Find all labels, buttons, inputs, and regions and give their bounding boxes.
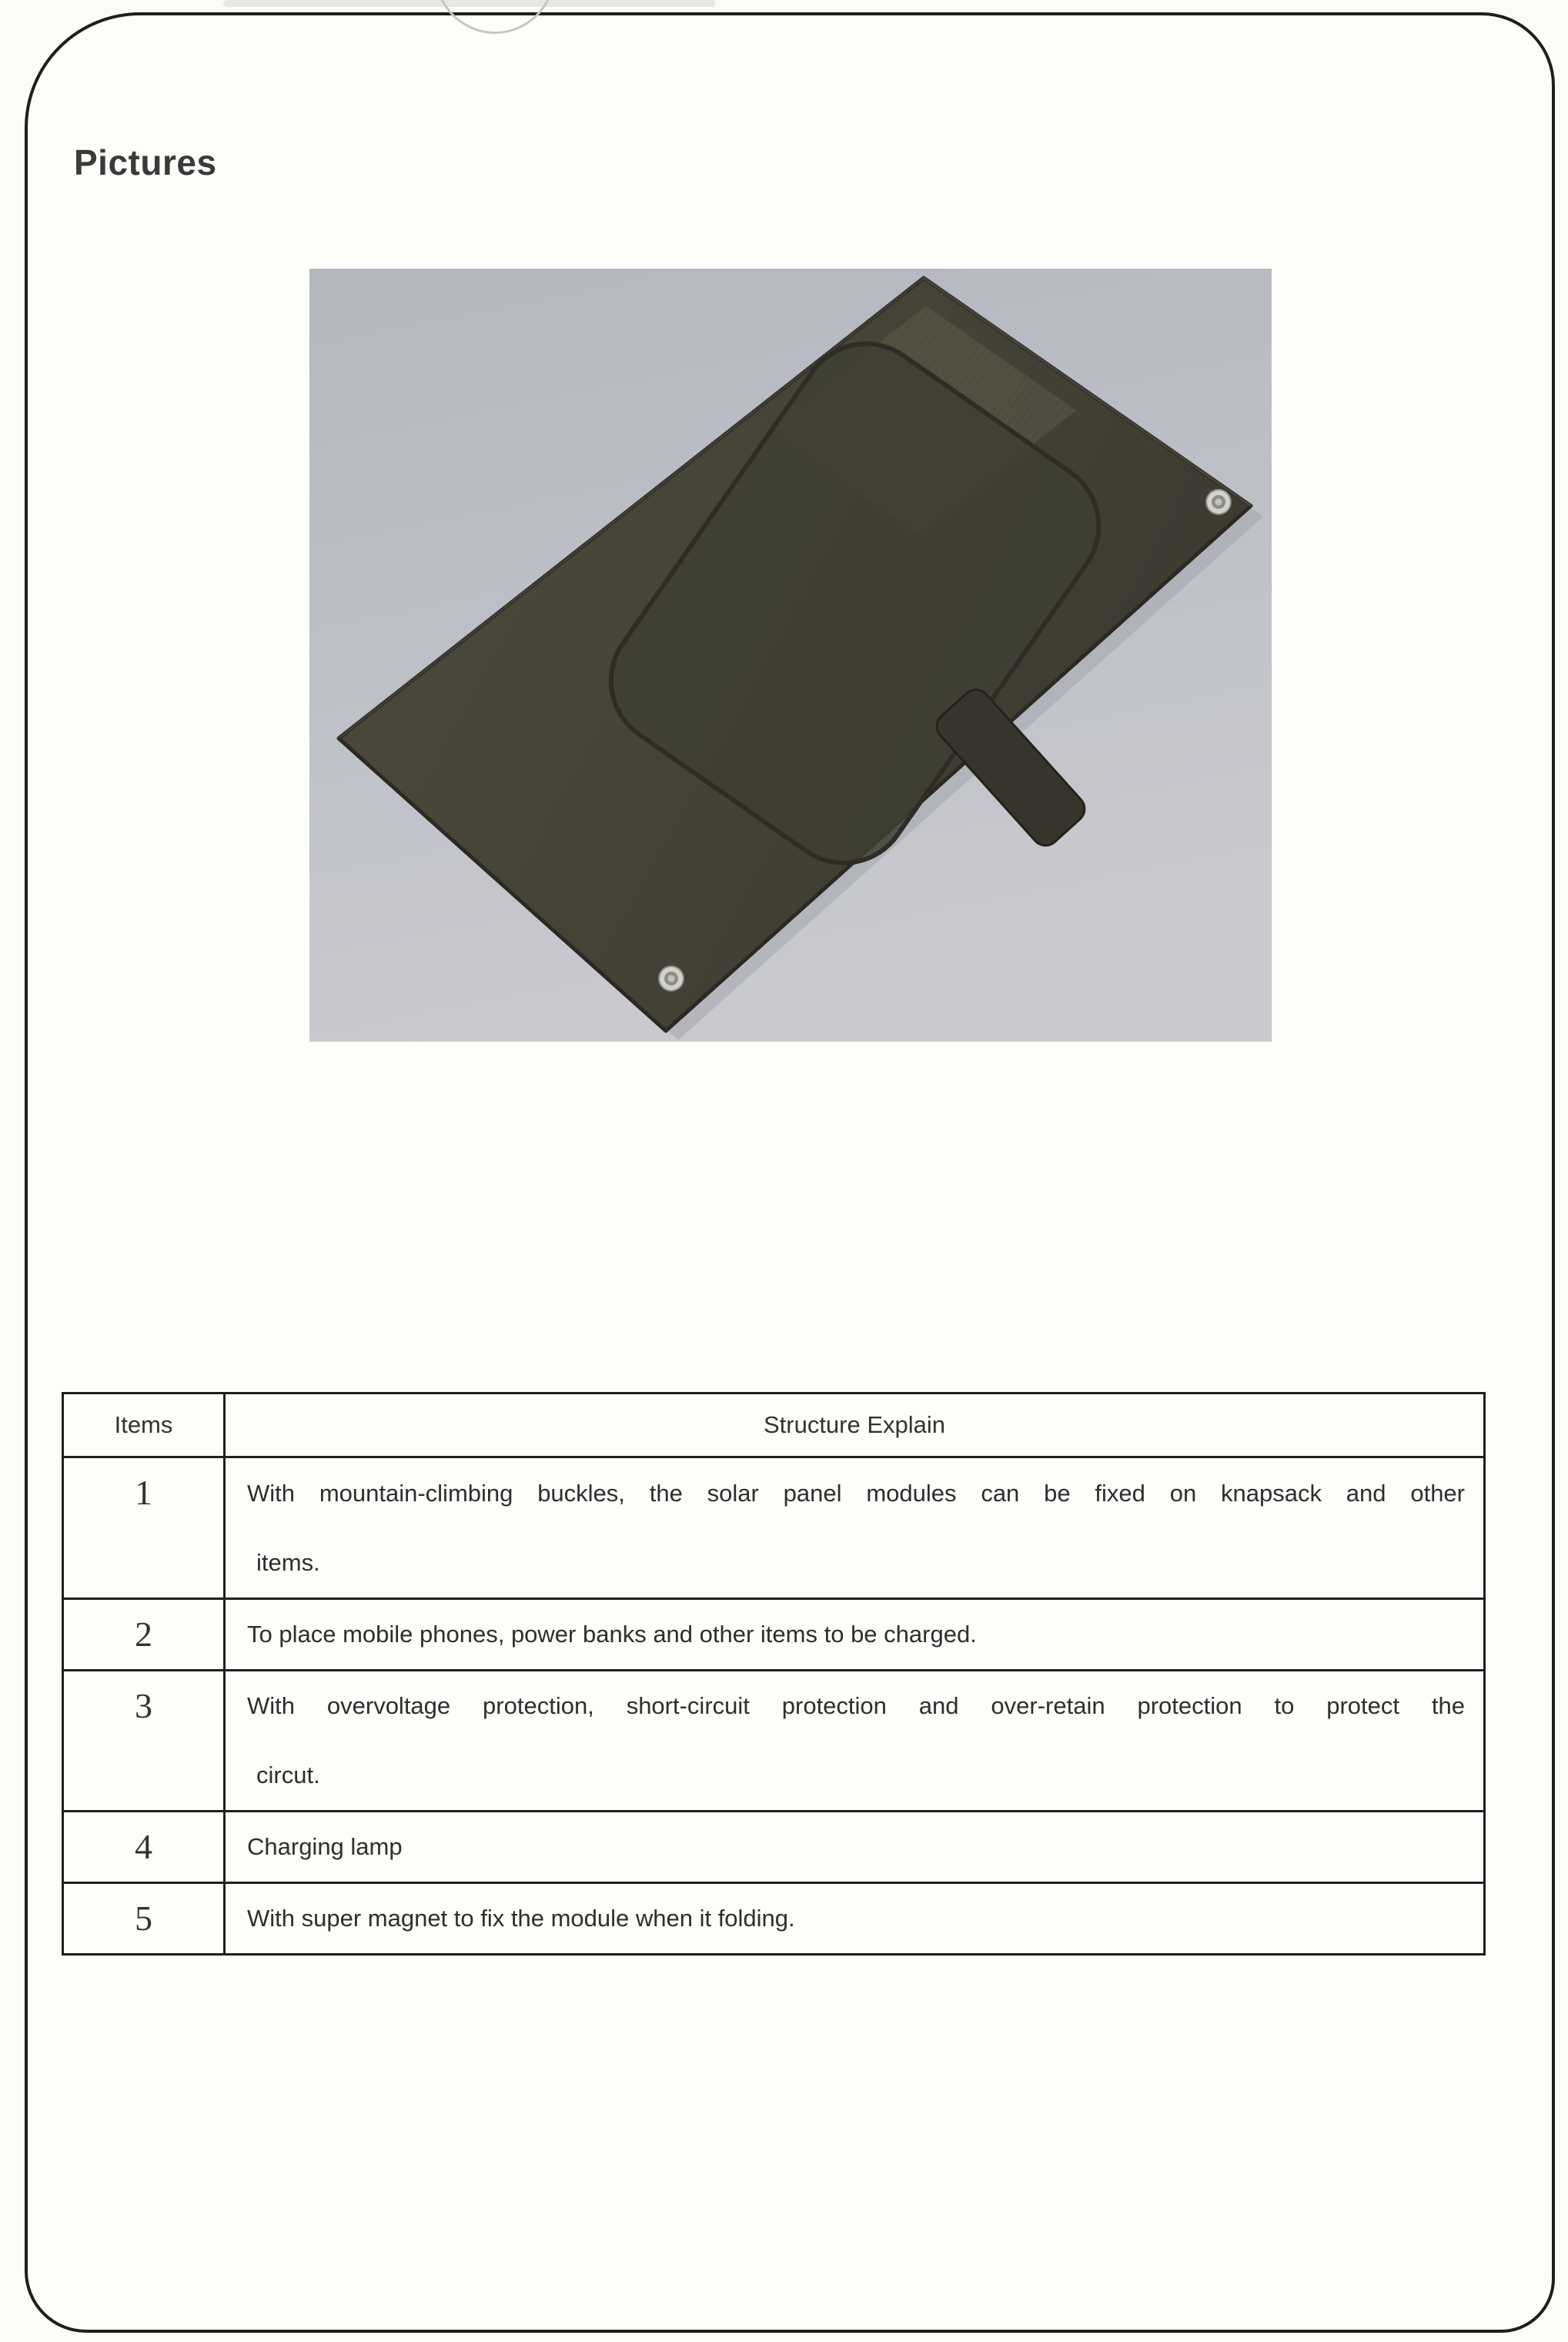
explain-line: circut. [256, 1762, 320, 1788]
table-header-row [63, 1393, 1485, 1457]
grommet-bottom [659, 966, 684, 991]
table-row [63, 1599, 1485, 1671]
explain-line: items. [256, 1548, 320, 1576]
explain-line: With super magnet to fix the module when it folding. [247, 1905, 795, 1932]
explain-line: With overvoltage protection, short-circuit protection and over-retain protection to protect the [247, 1692, 1465, 1719]
product-photo [309, 269, 1272, 1042]
page-title: Pictures [74, 142, 217, 182]
table-row [63, 1883, 1485, 1955]
grommet-right [1206, 490, 1231, 514]
structure-table [62, 1392, 1486, 1956]
item-explain [225, 1599, 1485, 1671]
item-number: 2 [63, 1599, 225, 1671]
grommet-bottom-hole [668, 975, 675, 982]
item-number: 4 [63, 1812, 225, 1883]
item-number: 3 [63, 1671, 225, 1812]
item-explain [225, 1457, 1485, 1599]
grommet-right-hole [1215, 499, 1222, 506]
column-header-structure-explain: Structure Explain [225, 1393, 1485, 1457]
item-explain [225, 1671, 1485, 1812]
table-row [63, 1671, 1485, 1812]
product-photo-svg [309, 269, 1272, 1042]
explain-line: With mountain-climbing buckles, the solar panel modules can be fixed on knapsack and other [247, 1479, 1465, 1507]
item-number: 5 [63, 1883, 225, 1955]
column-header-items: Items [63, 1393, 225, 1457]
item-explain [225, 1883, 1485, 1955]
explain-line: To place mobile phones, power banks and other items to be charged. [247, 1621, 977, 1648]
item-explain [225, 1812, 1485, 1883]
table-row [63, 1812, 1485, 1883]
explain-line: Charging lamp [247, 1833, 403, 1860]
table-row [63, 1457, 1485, 1599]
item-number: 1 [63, 1457, 225, 1599]
